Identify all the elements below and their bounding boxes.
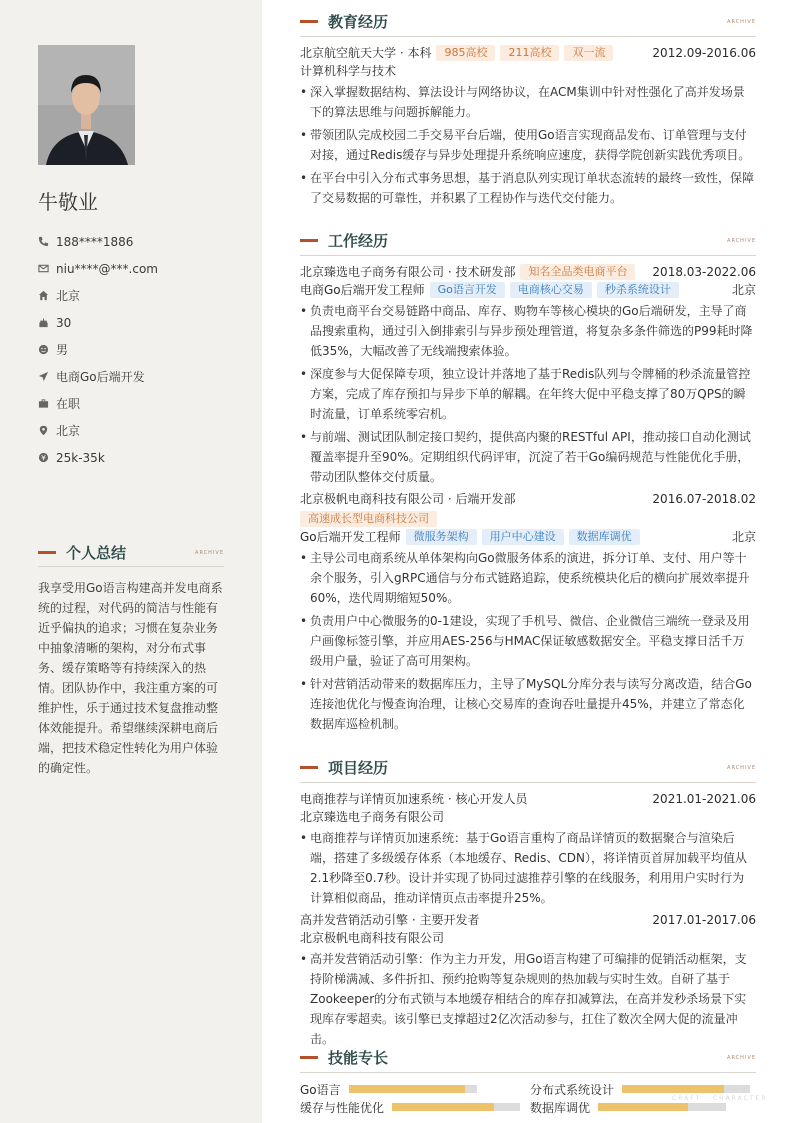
job-entry xyxy=(300,490,756,734)
sidebar xyxy=(0,0,262,1123)
skill-level-bar xyxy=(392,1103,520,1111)
info-target xyxy=(38,363,238,390)
job-role: Go后端开发工程师 xyxy=(300,530,401,544)
role-tag: 用户中心建设 xyxy=(482,529,564,545)
skill-level-fill xyxy=(392,1103,494,1111)
info-home xyxy=(38,282,238,309)
phone-icon xyxy=(38,236,56,247)
project-name: 电商推荐与详情页加速系统 · 核心开发人员 xyxy=(300,792,528,806)
info-status-text: 在职 xyxy=(56,397,81,411)
skill-level-fill xyxy=(622,1085,724,1093)
job-company-tag-row xyxy=(300,510,756,528)
skill-level-bar xyxy=(598,1103,726,1111)
project-period: 2021.01-2021.06 xyxy=(652,792,756,806)
project-name: 高并发营销活动引擎 · 主要开发者 xyxy=(300,913,480,927)
education-major: 计算机科学与技术 xyxy=(300,64,397,78)
info-email-text: niu****@***.com xyxy=(56,261,158,276)
send-icon xyxy=(38,371,56,382)
school-tag: 985高校 xyxy=(436,45,495,61)
list-item: • 主导公司电商系统从单体架构向Go微服务体系的演进，拆分订单、支付、用户等十余个服务，引入gRPC通信与分布式链路追踪，使系统模块化后的横向扩展效率提升60%，迭代周期缩短50%。 xyxy=(300,548,756,608)
list-item: • 带领团队完成校园二手交易平台后端，使用Go语言实现商品发布、订单管理与支付对接，通过Redis缓存与异步处理提升系统响应速度，获得学院创新实践优秀项目。 xyxy=(300,125,756,165)
section-accent-bar xyxy=(300,239,318,242)
job-company-row xyxy=(300,263,756,281)
project-name-row xyxy=(300,790,756,808)
skill-level-fill xyxy=(349,1085,465,1093)
role-tag: Go语言开发 xyxy=(430,282,505,298)
info-status xyxy=(38,390,238,417)
info-phone xyxy=(38,228,238,255)
info-home-text: 北京 xyxy=(56,289,81,303)
role-tag: 秒杀系统设计 xyxy=(597,282,679,298)
job-company: 北京臻选电子商务有限公司 · 技术研发部 xyxy=(300,265,516,279)
project-period: 2017.01-2017.06 xyxy=(652,913,756,927)
job-bullets xyxy=(300,301,756,487)
work-title: 工作经历 xyxy=(328,232,389,250)
info-age xyxy=(38,309,238,336)
info-phone-text: 188****1886 xyxy=(56,234,134,249)
section-accent-bar xyxy=(300,1056,318,1059)
list-item: • 负责用户中心微服务的0-1建设，实现了手机号、微信、企业微信三端统一登录及用户画像标签引擎，并应用AES-256与HMAC保证敏感数据安全。平稳支撑日活千万级用户量，验证了高可用架构。 xyxy=(300,611,756,671)
info-salary-text: 25k-35k xyxy=(56,450,105,465)
education-tag: ARCHIVE xyxy=(727,18,756,25)
list-item: • 电商推荐与详情页加速系统：基于Go语言重构了商品详情页的数据聚合与渲染后端，搭建了多级缓存体系（本地缓存、Redis、CDN），将详情页首屏加载平均值从2.1秒降至0.7秒。设计并实现了协同过滤推荐引擎的在线服务，利用用户实时行为计算相似商品，推动详情页点击率提升25%。 xyxy=(300,828,756,908)
skill-level-bar xyxy=(622,1085,750,1093)
location-icon xyxy=(38,425,56,436)
list-item: • 针对营销活动带来的数据库压力，主导了MySQL分库分表与读写分离改造，结合Go连接池优化与慢查询治理，让核心交易库的查询吞吐量提升45%，并建立了常态化数据库巡检机制。 xyxy=(300,674,756,734)
skill-name: Go语言 xyxy=(300,1082,341,1097)
school-tag: 双一流 xyxy=(564,45,613,61)
work-header xyxy=(300,226,756,256)
job-company-row xyxy=(300,490,756,508)
profile-photo xyxy=(38,45,135,165)
job-role: 电商Go后端开发工程师 xyxy=(300,283,425,297)
job-entry xyxy=(300,263,756,487)
job-role-row xyxy=(300,281,756,299)
info-gender-text: 男 xyxy=(56,343,69,357)
school-tag: 211高校 xyxy=(500,45,559,61)
education-title: 教育经历 xyxy=(328,13,389,31)
list-item: • 与前端、测试团队制定接口契约，提供高内聚的RESTful API，推动接口自动化测试覆盖率提升至90%。定期组织代码评审，沉淀了若干Go编码规范与性能优化手册，带动团队整体交付质量。 xyxy=(300,427,756,487)
skill-item xyxy=(300,1098,530,1116)
job-city: 北京 xyxy=(731,283,756,297)
school-name: 北京航空航天大学 · 本科 xyxy=(300,46,432,60)
work-tag: ARCHIVE xyxy=(727,237,756,244)
projects-tag: ARCHIVE xyxy=(727,764,756,771)
education-bullets xyxy=(300,82,756,208)
info-target-text: 电商Go后端开发 xyxy=(56,370,145,384)
skills-tag: ARCHIVE xyxy=(727,1054,756,1061)
project-name-row xyxy=(300,911,756,929)
section-accent-bar xyxy=(300,766,318,769)
list-item: • 高并发营销活动引擎：作为主力开发，用Go语言构建了可编排的促销活动框架，支持阶梯满减、多件折扣、预约抢购等复杂规则的热加载与实时生效。自研了基于Zookeeper的分布式锁与本地缓存相结合的库存扣减算法，在高并发秒杀场景下实现库存零超卖。该引擎已支撑超过2亿次活动参与，扛住了数次全网大促的流量冲击。 xyxy=(300,949,756,1049)
job-bullets xyxy=(300,548,756,734)
project-entry xyxy=(300,790,756,908)
job-city: 北京 xyxy=(731,530,756,544)
project-org: 北京臻选电子商务有限公司 xyxy=(300,810,445,824)
education-header xyxy=(300,7,756,37)
work-section xyxy=(300,226,756,737)
project-bullets xyxy=(300,949,756,1049)
education-entry-header xyxy=(300,44,756,62)
skill-name: 缓存与性能优化 xyxy=(300,1100,385,1115)
job-period: 2016.07-2018.02 xyxy=(652,492,756,506)
home-icon xyxy=(38,290,56,301)
gender-icon xyxy=(38,344,56,355)
skill-level-bar xyxy=(349,1085,477,1093)
contact-info-list xyxy=(38,228,238,471)
list-item: • 深入掌握数据结构、算法设计与网络协议，在ACM集训中针对性强化了高并发场景下的算法思维与问题拆解能力。 xyxy=(300,82,756,122)
mail-icon xyxy=(38,263,56,274)
skill-item xyxy=(300,1080,530,1098)
info-email xyxy=(38,255,238,282)
avatar xyxy=(38,45,135,165)
role-tag: 微服务架构 xyxy=(406,529,477,545)
info-age-text: 30 xyxy=(56,315,72,330)
skill-name: 分布式系统设计 xyxy=(530,1082,615,1097)
cake-icon xyxy=(38,317,56,328)
education-period: 2012.09-2016.06 xyxy=(652,46,756,60)
project-org: 北京极帆电商科技有限公司 xyxy=(300,931,445,945)
section-accent-bar xyxy=(38,551,56,554)
info-salary xyxy=(38,444,238,471)
summary-title: 个人总结 xyxy=(66,544,127,562)
list-item: • 在平台中引入分布式事务思想，基于消息队列实现订单状态流转的最终一致性，保障了交易数据的可靠性，并积累了工程协作与迭代交付能力。 xyxy=(300,168,756,208)
profile-name: 牛敬业 xyxy=(38,190,98,214)
project-bullets xyxy=(300,828,756,908)
summary-tag: ARCHIVE xyxy=(195,549,224,556)
salary-icon xyxy=(38,452,56,463)
footer-watermark: CRAFT · CHARACTER xyxy=(672,1095,768,1102)
info-gender xyxy=(38,336,238,363)
skills-section xyxy=(300,1043,756,1116)
role-tag: 电商核心交易 xyxy=(510,282,592,298)
project-entry xyxy=(300,911,756,1049)
company-tag: 知名全品类电商平台 xyxy=(520,264,635,280)
summary-section xyxy=(38,543,224,778)
job-company: 北京极帆电商科技有限公司 · 后端开发部 xyxy=(300,492,516,506)
list-item: • 负责电商平台交易链路中商品、库存、购物车等核心模块的Go后端研发，主导了商品搜索重构，通过引入倒排索引与异步预处理管道，将复杂多条件筛选的P99耗时降低35%，大幅改善了无线端搜索体验。 xyxy=(300,301,756,361)
skills-header xyxy=(300,1043,756,1073)
company-tag: 高速成长型电商科技公司 xyxy=(300,511,437,527)
skills-title: 技能专长 xyxy=(328,1049,389,1067)
info-location-text: 北京 xyxy=(56,424,81,438)
summary-header xyxy=(38,543,224,567)
job-period: 2018.03-2022.06 xyxy=(652,265,756,279)
skill-name: 数据库调优 xyxy=(530,1100,591,1115)
info-location xyxy=(38,417,238,444)
summary-text: 我享受用Go语言构建高并发电商系统的过程，对代码的简洁与性能有近乎偏执的追求；习惯在复杂业务中抽象清晰的架构，对分布式事务、缓存策略等有持续深入的热情。团队协作中，我注重方案的可维护性，乐于通过技术复盘推动整体效能提升。希望继续深耕电商后端，把技术稳定性转化为用户体验的确定性。 xyxy=(38,581,223,775)
projects-header xyxy=(300,753,756,783)
section-accent-bar xyxy=(300,20,318,23)
briefcase-icon xyxy=(38,398,56,409)
job-role-row xyxy=(300,528,756,546)
skill-level-fill xyxy=(598,1103,688,1111)
education-section xyxy=(300,7,756,211)
projects-title: 项目经历 xyxy=(328,759,389,777)
projects-section xyxy=(300,753,756,1052)
list-item: • 深度参与大促保障专项，独立设计并落地了基于Redis队列与令牌桶的秒杀流量管控方案，完成了库存预扣与异步下单的解耦。在年终大促中平稳支撑了80万QPS的瞬时流量，订单系统零宕机。 xyxy=(300,364,756,424)
role-tag: 数据库调优 xyxy=(569,529,640,545)
